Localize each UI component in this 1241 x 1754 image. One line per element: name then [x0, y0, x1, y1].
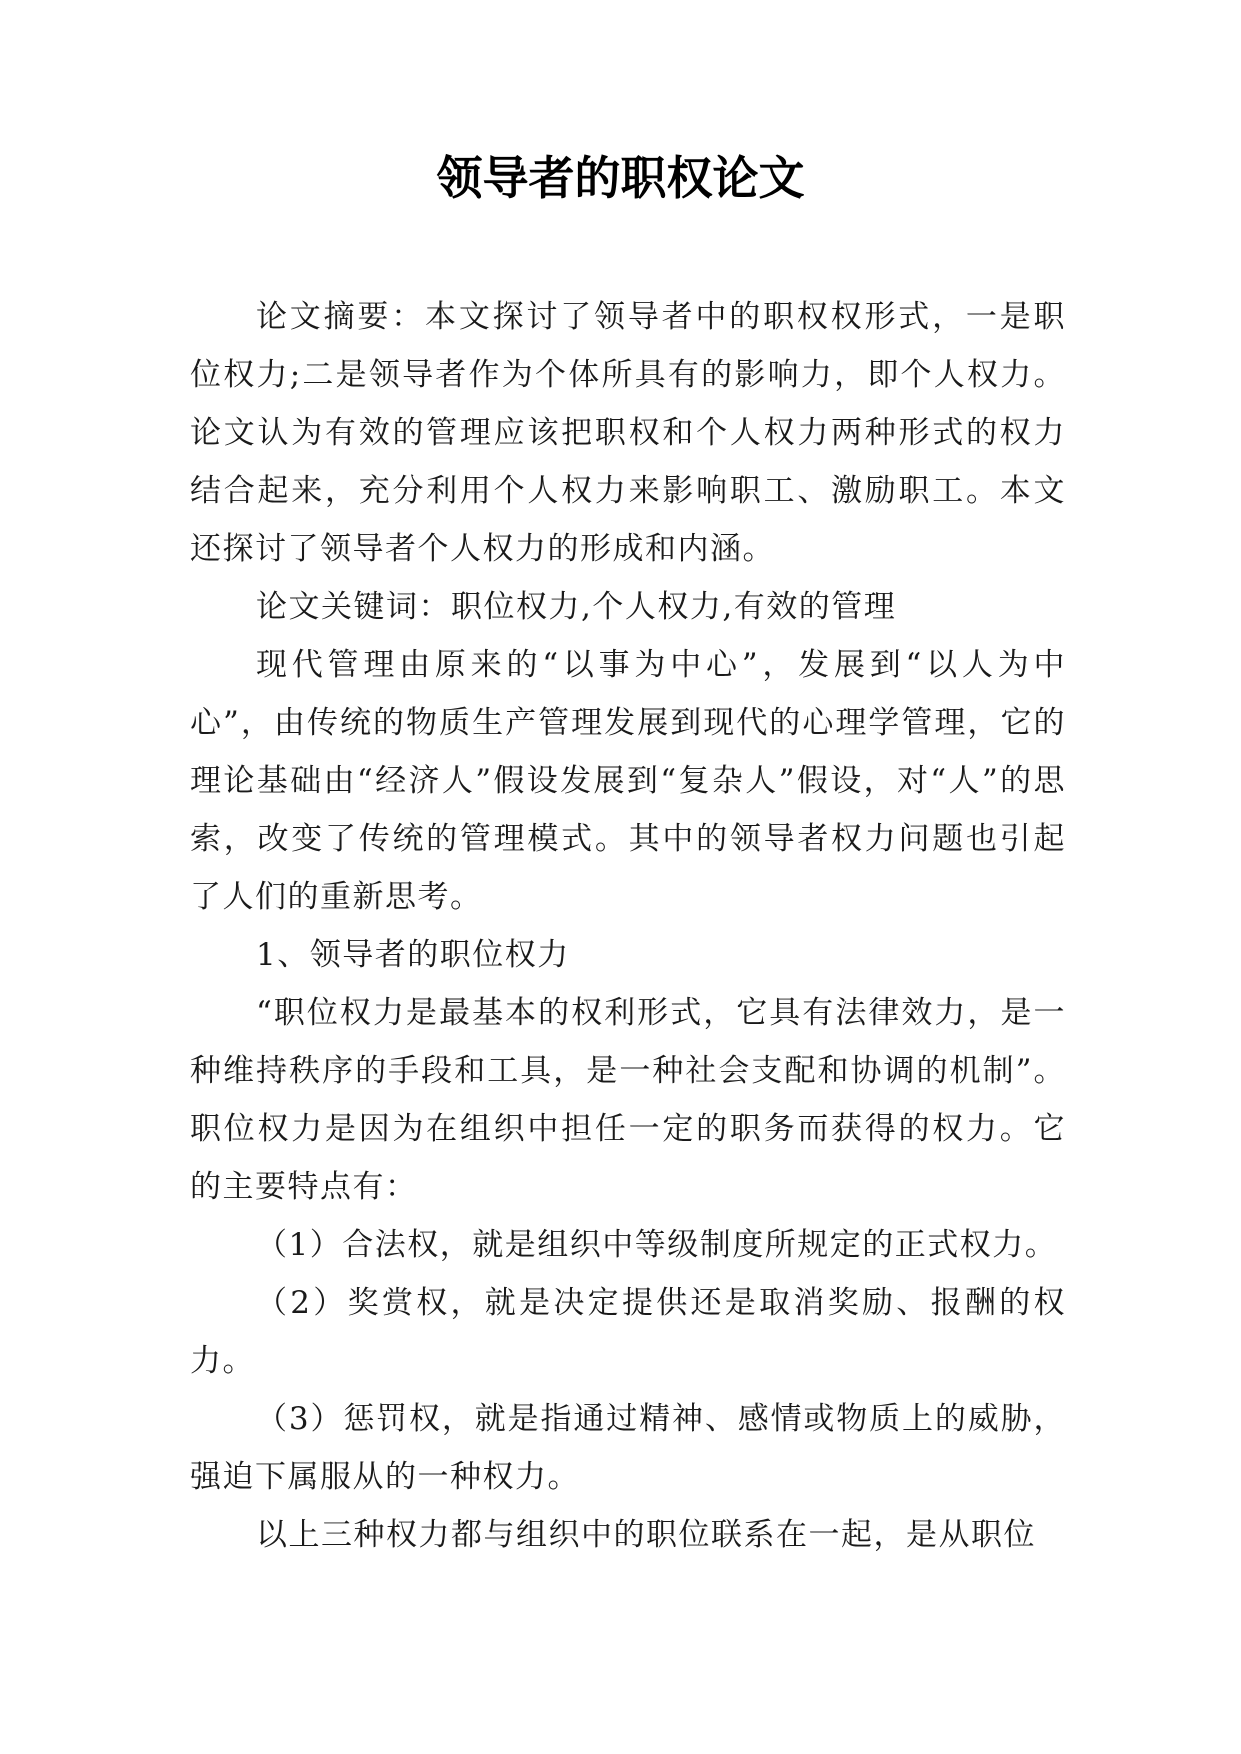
- abstract-paragraph: 论文摘要：本文探讨了领导者中的职权权形式，一是职位权力;二是领导者作为个体所具有的影响力，即个人权力。论文认为有效的管理应该把职权和个人权力两种形式的权力结合起来，充分利用个人权力来影响职工、激励职工。本文还探讨了领导者个人权力的形成和内涵。: [190, 299, 1066, 567]
- list-item-reward-power: （2）奖赏权，就是决定提供还是取消奖励、报酬的权力。: [190, 1285, 1066, 1379]
- document-body: [190, 288, 1066, 1564]
- body-paragraph-continued: 以上三种权力都与组织中的职位联系在一起，是从职位: [256, 1517, 1036, 1553]
- document-title: 领导者的职权论文: [436, 151, 805, 205]
- section-heading: 1、领导者的职位权力: [256, 937, 570, 973]
- body-paragraph: “职位权力是最基本的权利形式，它具有法律效力，是一种维持秩序的手段和工具，是一种社会支配和协调的机制”。职位权力是因为在组织中担任一定的职务而获得的权力。它的主要特点有：: [190, 995, 1066, 1205]
- keywords-paragraph: 论文关键词：职位权力,个人权力,有效的管理: [256, 589, 897, 625]
- intro-paragraph: 现代管理由原来的“以事为中心”，发展到“以人为中心”，由传统的物质生产管理发展到现代的心理学管理，它的理论基础由“经济人”假设发展到“复杂人”假设，对“人”的思索，改变了传统的管理模式。其中的领导者权力问题也引起了人们的重新思考。: [190, 647, 1066, 915]
- list-item-legal-power: （1）合法权，就是组织中等级制度所规定的正式权力。: [256, 1227, 1058, 1263]
- list-item-punish-power: （3）惩罚权，就是指通过精神、感情或物质上的威胁，强迫下属服从的一种权力。: [190, 1401, 1066, 1495]
